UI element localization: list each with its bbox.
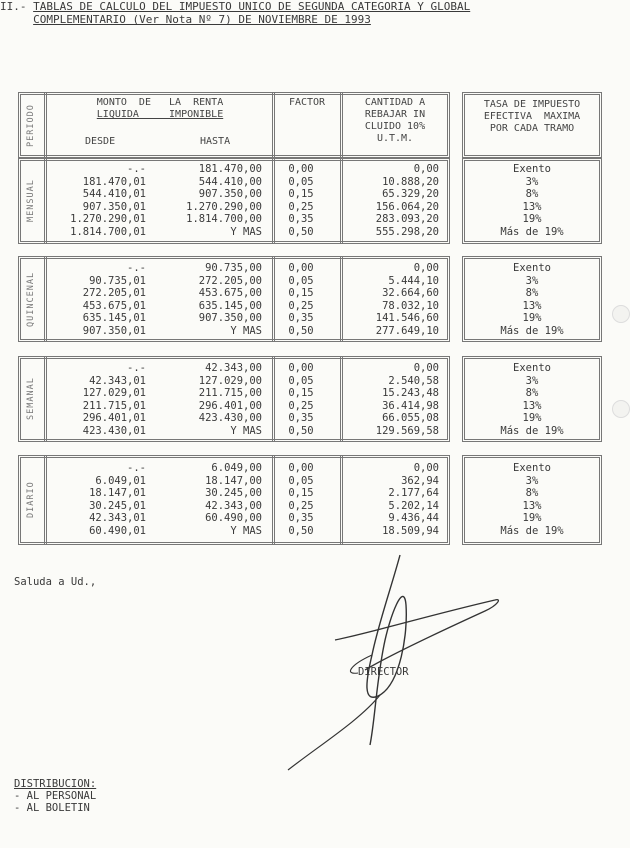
desde-column: -.- 181.470,01 544.410,01 907.350,01 1.270.290,01 1.814.700,01 [70,163,146,238]
period-label: SEMANAL [26,377,36,421]
cantidad-column: 0,00 2.540,58 15.243,48 36.414,98 66.055,08 129.569,58 [375,362,439,437]
cantidad-column: 0,00 10.888,20 65.329,20 156.064,20 283.093,20 555.298,20 [375,163,439,238]
factor-header: FACTOR [288,97,326,108]
tasa-column: Exento 3% 8% 13% 19% Más de 19% [500,163,564,238]
signature [280,545,510,785]
hasta-column: 6.049,00 18.147,00 30.245,00 42.343,00 60.490,00 Y MAS [205,462,262,537]
period-label: MENSUAL [26,179,36,223]
tasa-column: Exento 3% 8% 13% 19% Más de 19% [500,462,564,537]
tasa-header: TASA DE IMPUESTO EFECTIVA MAXIMA POR CADA TRAMO [483,99,581,134]
distribution-heading: DISTRIBUCION: [14,778,97,790]
period-label: DIARIO [26,481,36,519]
factor-column: 0,00 0,05 0,15 0,25 0,35 0,50 [288,163,314,238]
tasa-column: Exento 3% 8% 13% 19% Más de 19% [500,362,564,437]
desde-column: -.- 42.343,01 127.029,01 211.715,01 296.401,01 423.430,01 [82,362,146,437]
title-line-2: COMPLEMENTARIO (Ver Nota Nº 7) DE NOVIEMBRE DE 1993 [33,13,371,26]
document-title [0,0,630,26]
factor-column: 0,00 0,05 0,15 0,25 0,35 0,50 [288,362,314,437]
signature-title: DIRECTOR [358,666,409,678]
period-header: PERIODO [26,104,36,148]
distribution-item: - AL BOLETIN [14,802,90,814]
factor-column: 0,00 0,05 0,15 0,25 0,35 0,50 [288,462,314,537]
distribution-item: - AL PERSONAL [14,790,97,802]
monto-header: MONTO DE LA RENTA LIQUIDA IMPONIBLE [96,97,224,120]
period-label: QUINCENAL [26,271,36,327]
cantidad-header: CANTIDAD A REBAJAR IN CLUIDO 10% U.T.M. [364,97,426,144]
desde-column: -.- 90.735,01 272.205,01 453.675,01 635.145,01 907.350,01 [82,262,146,337]
title-line-1: TABLAS DE CALCULO DEL IMPUESTO UNICO DE SEGUNDA CATEGORIA Y GLOBAL [33,0,471,13]
hasta-header: HASTA [200,136,231,147]
tasa-column: Exento 3% 8% 13% 19% Más de 19% [500,262,564,337]
hasta-column: 181.470,00 544.410,00 907.350,00 1.270.290,00 1.814.700,00 Y MAS [186,163,262,238]
desde-header: DESDE [85,136,116,147]
factor-column: 0,00 0,05 0,15 0,25 0,35 0,50 [288,262,314,337]
section-number: II.- [0,0,27,13]
desde-column: -.- 6.049,01 18.147,01 30.245,01 42.343,01 60.490,01 [89,462,146,537]
hole-punch [612,400,630,418]
hasta-column: 90.735,00 272.205,00 453.675,00 635.145,00 907.350,00 Y MAS [198,262,262,337]
cantidad-column: 0,00 362,94 2.177,64 5.202,14 9.436,44 18.509,94 [382,462,439,537]
closing-text: Saluda a Ud., [14,576,97,588]
hasta-column: 42.343,00 127.029,00 211.715,00 296.401,00 423.430,00 Y MAS [198,362,262,437]
hole-punch [612,305,630,323]
cantidad-column: 0,00 5.444,10 32.664,60 78.032,10 141.546,60 277.649,10 [375,262,439,337]
